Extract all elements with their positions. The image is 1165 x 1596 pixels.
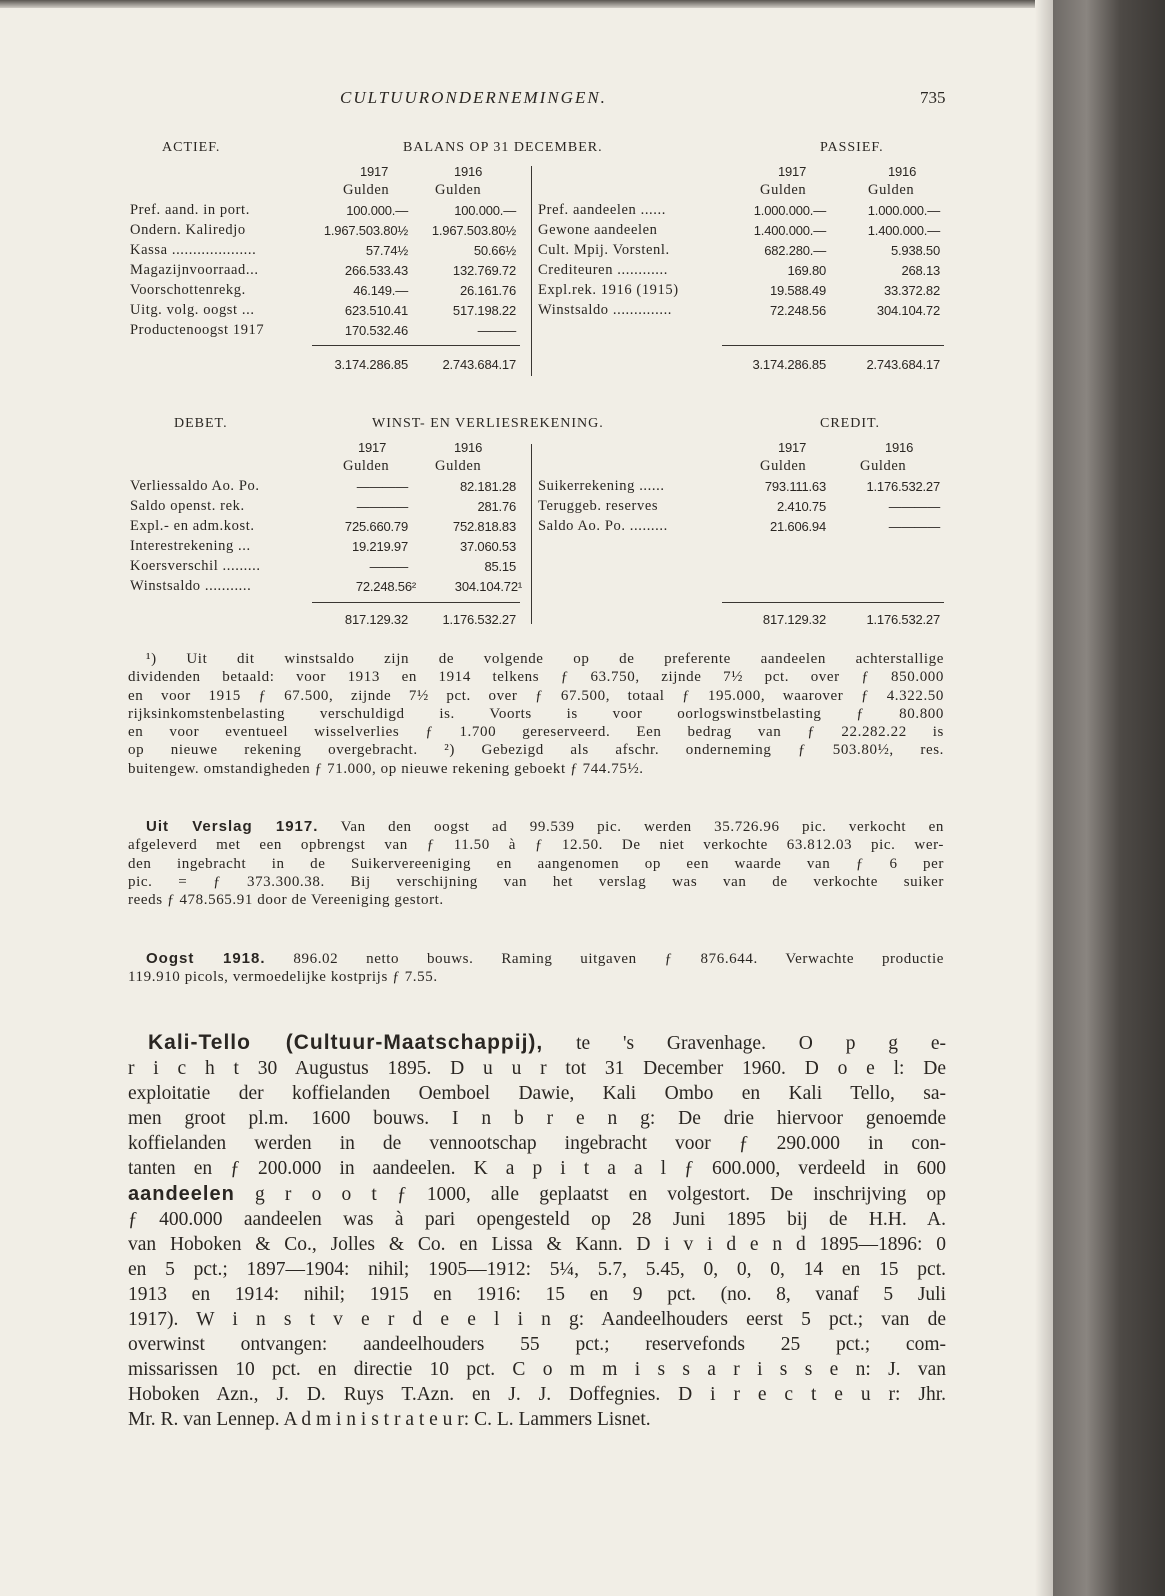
value-1917: 21.606.94 xyxy=(769,519,826,534)
year-1917: 1917 xyxy=(778,440,807,455)
unit-label: Gulden xyxy=(860,458,907,474)
year-1917: 1917 xyxy=(360,164,389,179)
entry-line: 1917). W i n s t v e r d e e l i n g: Aandeelhouders eerst 5 pct.; van de xyxy=(128,1309,946,1331)
total-credit-1916: 1.176.532.27 xyxy=(866,612,940,627)
year-1916: 1916 xyxy=(888,164,917,179)
entry-line: men groot pl.m. 1600 bouws. I n b r e n g: De drie hiervoor genoemde xyxy=(128,1108,946,1130)
total-actief-1917: 3.174.286.85 xyxy=(334,357,408,372)
oogst-line xyxy=(128,950,944,968)
value-1917: 57.74½ xyxy=(365,243,408,258)
total-rule xyxy=(722,602,944,603)
entry-line xyxy=(128,1030,946,1056)
year-1917: 1917 xyxy=(778,164,807,179)
entry-text: te 's Gravenhage. O p g e- xyxy=(576,1033,946,1054)
page-gutter-shadow xyxy=(1035,0,1053,1596)
row-label: Teruggeb. reserves xyxy=(538,498,659,514)
value-1916: 1.176.532.27 xyxy=(866,479,940,494)
footnote-line: ¹) Uit dit winstsaldo zijn de volgende op de preferente aandeelen achterstallige xyxy=(146,651,944,667)
value-1917: 623.510.41 xyxy=(344,303,408,318)
year-1916: 1916 xyxy=(454,164,483,179)
company-entry xyxy=(128,1030,946,1433)
footnote-line: en voor 1915 ƒ 67.500, zijnde 7½ pct. over ƒ 67.500, totaal ƒ 195.000, waarover ƒ 4.322.50 xyxy=(128,687,944,704)
page-top-edge xyxy=(0,0,1165,8)
entry-line: 1913 en 1914: nihil; 1915 en 1916: 15 en 9 pct. (no. 8, vanaf 5 Juli xyxy=(128,1283,946,1305)
value-1916: 304.104.72 xyxy=(876,303,940,318)
row-label: Productenoogst 1917 xyxy=(130,322,265,338)
footnote-line: en voor eventueel wisselverlies ƒ 1.700 gereserveerd. Een bedrag van ƒ 22.282.22 is xyxy=(128,724,944,741)
value-1917: 170.532.46 xyxy=(344,323,408,338)
row-label: Uitg. volg. oogst ... xyxy=(130,302,255,318)
unit-label: Gulden xyxy=(760,458,807,474)
value-1917: 793.111.63 xyxy=(764,479,826,494)
total-passief-1917: 3.174.286.85 xyxy=(752,357,826,372)
total-rule xyxy=(312,345,520,346)
footnote-line: rijksinkomstenbelasting verschuldigd is. Voorts is voor oorlogswinstbelasting ƒ 80.800 xyxy=(128,705,944,722)
value-1916: 50.66½ xyxy=(473,243,516,258)
total-debet-1917: 817.129.32 xyxy=(344,612,408,627)
entry-line: Hoboken Azn., J. D. Ruys T.Azn. en J. J. Doffegnies. D i r e c t e u r: Jhr. xyxy=(128,1384,946,1406)
row-label: Pref. aand. in port. xyxy=(130,202,250,218)
entry-line: missarissen 10 pct. en directie 10 pct. C o m m i s s a r i s s e n: J. van xyxy=(128,1359,946,1381)
footnote-line: dividenden betaald: voor 1913 en 1914 telkens ƒ 63.750, zijnde 7½ pct. over ƒ 850.000 xyxy=(128,669,944,686)
value-1917: 1.400.000.— xyxy=(753,223,826,238)
verslag-text: Van den oogst ad 99.539 pic. werden 35.726.96 pic. verkocht en xyxy=(340,819,944,835)
value-1916: 1.400.000.— xyxy=(867,223,940,238)
row-label: Crediteuren ............ xyxy=(538,262,668,278)
year-1916: 1916 xyxy=(885,440,914,455)
unit-label: Gulden xyxy=(435,458,482,474)
value-1917: 1.967.503.80½ xyxy=(323,223,408,238)
row-label: Ondern. Kaliredjo xyxy=(130,222,246,238)
entry-line: van Hoboken & Co., Jolles & Co. en Lissa & Kann. D i v i d e n d 1895—1896: 0 xyxy=(128,1233,946,1255)
entry-text: g r o o t ƒ 1000, alle geplaatst en volgestort. De inschrijving op xyxy=(255,1183,947,1205)
value-1916: 1.000.000.— xyxy=(867,203,940,218)
page-number: 735 xyxy=(920,88,946,107)
bold-term: aandeelen xyxy=(128,1182,235,1205)
verslag-line: afgeleverd met een opbrengst van ƒ 11.50 à ƒ 12.50. De niet verkochte 63.812.03 pic. wer- xyxy=(128,837,944,854)
unit-label: Gulden xyxy=(868,182,915,198)
row-label: Winstsaldo .............. xyxy=(538,302,673,318)
total-debet-1916: 1.176.532.27 xyxy=(442,612,516,627)
row-label: Gewone aandeelen xyxy=(538,222,658,238)
verslag-heading: Uit Verslag 1917. xyxy=(146,818,319,835)
value-1916: 33.372.82 xyxy=(883,283,940,298)
value-1917: ———— xyxy=(356,499,408,514)
value-1916: 85.15 xyxy=(484,559,516,574)
value-1916: 37.060.53 xyxy=(459,539,516,554)
oogst-text: 896.02 netto bouws. Raming uitgaven ƒ 876.644. Verwachte productie xyxy=(293,951,944,967)
winst-title: WINST- EN VERLIESREKENING. xyxy=(372,416,604,431)
debet-caption: DEBET. xyxy=(174,416,228,431)
value-1916: ———— xyxy=(888,519,940,534)
verslag-line: reeds ƒ 478.565.91 door de Vereeniging gestort. xyxy=(128,892,444,909)
verslag-line: pic. = ƒ 373.300.38. Bij verschijning van het verslag was van de verkochte suiker xyxy=(128,873,944,890)
value-1917: 19.588.49 xyxy=(769,283,826,298)
unit-label: Gulden xyxy=(343,458,390,474)
credit-caption: CREDIT. xyxy=(820,416,881,431)
unit-label: Gulden xyxy=(760,182,807,198)
entry-line: en 5 pct.; 1897—1904: nihil; 1905—1912: 5¼, 5.7, 5.45, 0, 0, 0, 14 en 15 pct. xyxy=(128,1258,946,1280)
row-label: Saldo Ao. Po. ......... xyxy=(538,518,668,534)
row-label: Saldo openst. rek. xyxy=(130,498,245,514)
row-label: Expl.- en adm.kost. xyxy=(130,518,255,534)
value-1917: 72.248.56 xyxy=(769,303,826,318)
verslag-line xyxy=(128,818,944,836)
value-1916: ———— xyxy=(888,499,940,514)
value-1916: 268.13 xyxy=(901,263,940,278)
oogst-paragraph xyxy=(128,950,944,987)
company-name: Kali-Tello (Cultuur-Maatschappij), xyxy=(148,1031,544,1054)
verslag-paragraph xyxy=(128,818,944,909)
entry-line: tanten en ƒ 200.000 in aandeelen. K a p i t a a l ƒ 600.000, verdeeld in 600 xyxy=(128,1158,946,1180)
value-1917: 266.533.43 xyxy=(344,263,408,278)
row-label: Voorschottenrekg. xyxy=(130,282,246,298)
value-1916: 517.198.22 xyxy=(452,303,516,318)
total-rule xyxy=(312,602,520,603)
value-1917: 19.219.97 xyxy=(351,539,408,554)
row-label: Pref. aandeelen ...... xyxy=(538,202,666,218)
value-1917: 100.000.— xyxy=(346,203,408,218)
total-rule xyxy=(722,345,944,346)
value-1916: 5.938.50 xyxy=(890,243,940,258)
total-actief-1916: 2.743.684.17 xyxy=(442,357,516,372)
row-label: Winstsaldo ........... xyxy=(130,578,252,594)
value-1916: 281.76 xyxy=(477,499,516,514)
balans-title: BALANS OP 31 DECEMBER. xyxy=(403,140,603,155)
running-head: CULTUURONDERNEMINGEN. xyxy=(340,88,607,107)
entry-line: Mr. R. van Lennep. A d m i n i s t r a t e u r: C. L. Lammers Lisnet. xyxy=(128,1409,651,1431)
total-credit-1917: 817.129.32 xyxy=(762,612,826,627)
value-1917: ——— xyxy=(369,559,408,574)
value-1916: 26.161.76 xyxy=(459,283,516,298)
value-1917: 72.248.56² xyxy=(355,579,416,594)
verslag-line: den ingebracht in de Suikervereeniging en aangenomen op een waarde van ƒ 6 per xyxy=(128,855,944,872)
value-1916: 82.181.28 xyxy=(459,479,516,494)
value-1916: 100.000.— xyxy=(454,203,516,218)
row-label: Magazijnvoorraad... xyxy=(130,262,259,278)
value-1917: 1.000.000.— xyxy=(753,203,826,218)
value-1916: 304.104.72¹ xyxy=(454,579,522,594)
year-1916: 1916 xyxy=(454,440,483,455)
entry-line xyxy=(128,1182,946,1207)
value-1916: 1.967.503.80½ xyxy=(431,223,516,238)
value-1916: 132.769.72 xyxy=(452,263,516,278)
entry-line: koffielanden werden in de vennootschap ingebracht voor ƒ 290.000 in con- xyxy=(128,1133,946,1155)
footnote xyxy=(128,650,944,778)
value-1917: 725.660.79 xyxy=(344,519,408,534)
row-label: Suikerrekening ...... xyxy=(538,478,665,494)
value-1917: 169.80 xyxy=(787,263,826,278)
column-divider xyxy=(531,166,532,376)
value-1917: 46.149.— xyxy=(353,283,408,298)
row-label: Koersverschil ......... xyxy=(130,558,261,574)
footnote-line: buitengew. omstandigheden ƒ 71.000, op nieuwe rekening geboekt ƒ 744.75½. xyxy=(128,760,644,777)
unit-label: Gulden xyxy=(343,182,390,198)
entry-line: exploitatie der koffielanden Oemboel Dawie, Kali Ombo en Kali Tello, sa- xyxy=(128,1083,946,1105)
passief-caption: PASSIEF. xyxy=(820,140,884,155)
value-1916: ——— xyxy=(477,323,516,338)
value-1917: 682.280.— xyxy=(764,243,826,258)
row-label: Expl.rek. 1916 (1915) xyxy=(538,282,679,298)
row-label: Kassa .................... xyxy=(130,242,257,258)
oogst-heading: Oogst 1918. xyxy=(146,950,266,967)
row-label: Cult. Mpij. Vorstenl. xyxy=(538,242,670,258)
value-1916: 752.818.83 xyxy=(452,519,516,534)
total-passief-1916: 2.743.684.17 xyxy=(866,357,940,372)
column-divider xyxy=(531,444,532,624)
actief-caption: ACTIEF. xyxy=(162,140,221,155)
footnote-line: op nieuwe rekening overgebracht. ²) Gebezigd als afschr. onderneming ƒ 503.80½, res. xyxy=(128,742,944,759)
row-label: Verliessaldo Ao. Po. xyxy=(130,478,260,494)
entry-line: ƒ 400.000 aandeelen was à pari opengesteld op 28 Juni 1895 bij de H.H. A. xyxy=(128,1208,946,1230)
entry-line: overwinst ontvangen: aandeelhouders 55 pct.; reservefonds 25 pct.; com- xyxy=(128,1334,946,1356)
value-1917: ———— xyxy=(356,479,408,494)
row-label: Interestrekening ... xyxy=(130,538,251,554)
value-1917: 2.410.75 xyxy=(776,499,826,514)
book-spine xyxy=(1053,0,1165,1596)
unit-label: Gulden xyxy=(435,182,482,198)
entry-line: r i c h t 30 Augustus 1895. D u u r tot 31 December 1960. D o e l: De xyxy=(128,1058,946,1080)
year-1917: 1917 xyxy=(358,440,387,455)
oogst-line: 119.910 picols, vermoedelijke kostprijs ƒ 7.55. xyxy=(128,969,438,986)
